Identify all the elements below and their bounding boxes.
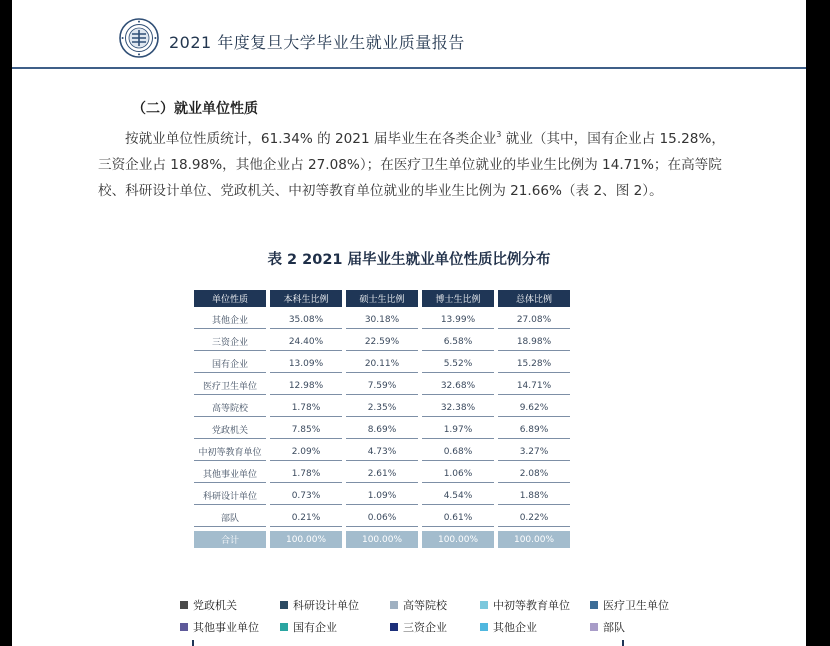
table-row [194,465,570,483]
table-cell: 30.18% [346,311,418,329]
legend-label: 国有企业 [293,621,337,634]
legend-item [590,597,669,613]
table-cell: 24.40% [270,333,342,351]
column-header: 单位性质 [194,290,266,307]
legend-row [180,616,780,638]
table-cell: 0.73% [270,487,342,505]
legend-item [280,597,378,613]
table-cell: 2.08% [498,465,570,483]
legend-label: 党政机关 [193,599,237,612]
table-cell: 100.00% [498,531,570,548]
table-cell: 100.00% [346,531,418,548]
table-cell: 中初等教育单位 [194,443,266,461]
legend-swatch [590,623,598,631]
table-cell: 国有企业 [194,355,266,373]
table-cell: 27.08% [498,311,570,329]
table-row [194,311,570,329]
table-cell: 6.89% [498,421,570,439]
table-cell: 100.00% [422,531,494,548]
table-cell: 4.54% [422,487,494,505]
table-cell: 其他企业 [194,311,266,329]
table-cell: 15.28% [498,355,570,373]
table-cell: 2.09% [270,443,342,461]
table-row [194,509,570,527]
table-cell: 13.99% [422,311,494,329]
table-cell: 14.71% [498,377,570,395]
table-cell: 9.62% [498,399,570,417]
table-cell: 1.97% [422,421,494,439]
legend-item [480,619,578,635]
table-cell: 7.85% [270,421,342,439]
legend-swatch [280,601,288,609]
table-cell: 6.58% [422,333,494,351]
legend-label: 科研设计单位 [293,599,359,612]
table-cell: 2.35% [346,399,418,417]
table-cell: 1.09% [346,487,418,505]
section-heading: （二）就业单位性质 [132,101,258,117]
table-cell: 1.06% [422,465,494,483]
legend-swatch [180,623,188,631]
legend-label: 三资企业 [403,621,447,634]
table-row [194,377,570,395]
legend-label: 中初等教育单位 [493,599,570,612]
table-cell: 32.38% [422,399,494,417]
table-cell: 1.88% [498,487,570,505]
table-cell: 32.68% [422,377,494,395]
legend-item [180,597,268,613]
column-header: 本科生比例 [270,290,342,307]
table-cell: 3.27% [498,443,570,461]
legend-label: 高等院校 [403,599,447,612]
page-header [12,0,806,68]
legend-item [590,619,625,635]
table-cell: 12.98% [270,377,342,395]
legend-swatch [280,623,288,631]
legend-swatch [480,601,488,609]
column-header: 硕士生比例 [346,290,418,307]
table-cell: 0.61% [422,509,494,527]
legend-swatch [590,601,598,609]
table-row [194,355,570,373]
university-seal-icon [119,18,159,58]
legend-label: 其他事业单位 [193,621,259,634]
legend-row [180,594,780,616]
table-caption: 表 2 2021 届毕业生就业单位性质比例分布 [267,252,551,268]
legend-swatch [390,601,398,609]
paragraph-text-end: 就业（其中，国有企业占 15.28%，三资企业占 18.98%，其他企业占 27.08%）；在医疗卫生单位就业的毕业生比例为 14.71%；在高等院校、科研设计单位、党政机关、中初等教育单位就业的毕业生比例为 21.66%（表 2、图 2）。 [98,131,725,199]
report-title: 2021 年度复旦大学毕业生就业质量报告 [169,33,465,52]
table-cell: 合计 [194,531,266,548]
table-cell: 0.21% [270,509,342,527]
table-cell: 20.11% [346,355,418,373]
table-cell: 科研设计单位 [194,487,266,505]
body-paragraph [98,122,728,204]
table-cell: 7.59% [346,377,418,395]
table-cell: 0.06% [346,509,418,527]
figure-legend [180,594,780,638]
table-row [194,333,570,351]
legend-swatch [390,623,398,631]
footnote-marker: 3 [496,130,502,139]
table-cell: 18.98% [498,333,570,351]
table-cell: 医疗卫生单位 [194,377,266,395]
table-cell: 1.78% [270,399,342,417]
table-cell: 22.59% [346,333,418,351]
table-cell: 0.22% [498,509,570,527]
table-row [194,399,570,417]
table-cell: 5.52% [422,355,494,373]
legend-label: 医疗卫生单位 [603,599,669,612]
employment-unit-table [190,286,574,552]
table-cell: 1.78% [270,465,342,483]
legend-item [480,597,578,613]
legend-item [180,619,268,635]
legend-item [390,597,468,613]
table-cell: 2.61% [346,465,418,483]
table-cell: 党政机关 [194,421,266,439]
table-header-row [194,290,570,307]
table-cell: 三资企业 [194,333,266,351]
table-cell: 8.69% [346,421,418,439]
table-row [194,443,570,461]
header-divider [12,67,806,69]
table-total-row [194,531,570,548]
legend-label: 部队 [603,621,625,634]
column-header: 总体比例 [498,290,570,307]
table-cell: 0.68% [422,443,494,461]
table-row [194,421,570,439]
report-page [12,0,806,646]
table-row [194,487,570,505]
table-cell: 部队 [194,509,266,527]
table-cell: 100.00% [270,531,342,548]
legend-item [390,619,468,635]
paragraph-text-start: 按就业单位性质统计，61.34% 的 2021 届毕业生在各类企业 [125,131,497,147]
table-cell: 其他事业单位 [194,465,266,483]
column-header: 博士生比例 [422,290,494,307]
table-cell: 高等院校 [194,399,266,417]
legend-swatch [180,601,188,609]
table-cell: 13.09% [270,355,342,373]
legend-label: 其他企业 [493,621,537,634]
table-cell: 35.08% [270,311,342,329]
chart-edge-tick [192,640,194,646]
legend-swatch [480,623,488,631]
legend-item [280,619,378,635]
chart-edge-tick [622,640,624,646]
table-cell: 4.73% [346,443,418,461]
